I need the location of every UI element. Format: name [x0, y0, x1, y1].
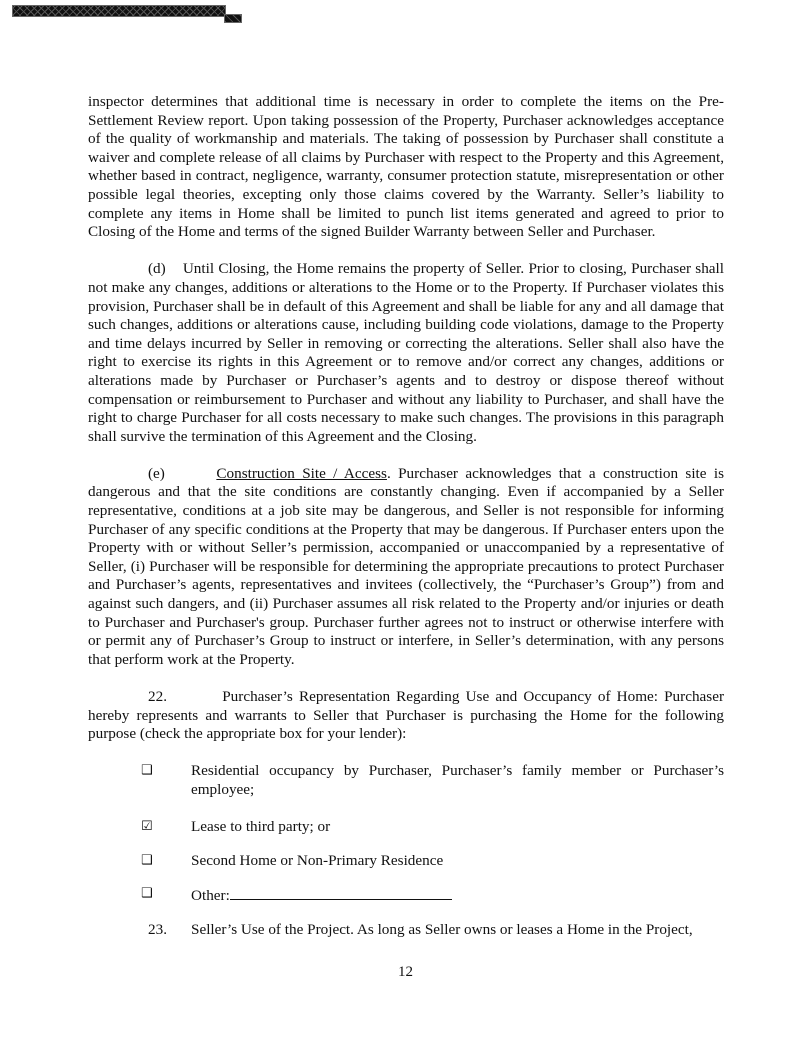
redaction-block — [12, 5, 226, 17]
checkbox-unchecked-icon[interactable]: ❑ — [141, 763, 153, 779]
option-second-home — [88, 852, 724, 871]
option-label: Other: — [191, 887, 230, 905]
paragraph-e-heading: Construction Site / Access — [216, 464, 387, 482]
option-other — [88, 885, 724, 906]
checkbox-unchecked-icon[interactable]: ❑ — [141, 852, 153, 868]
checkbox-checked-icon[interactable]: ☑ — [141, 819, 153, 835]
section-23-number: 23. — [148, 920, 167, 938]
option-label: Residential occupancy by Purchaser, Purchaser’s family member or Purchaser’s employee; — [191, 762, 724, 798]
section-22 — [88, 688, 724, 744]
option-label: Lease to third party; or — [191, 818, 331, 836]
other-fill-in-line[interactable] — [230, 885, 452, 900]
paragraph-e-text: . Purchaser acknowledges that a construction site is dangerous and that the site conditions are constantly changing. Even if accompanied by a Seller representative, conditions at a job site may be dangerous, and Seller is not responsible for informing Purchaser of any specific conditions at the Property that may be dangerous. If Purchaser enters upon the Property with or without Seller’s permission, accompanied or unaccompanied by a representative of Seller, (i) Purchaser will be responsible for determining the appropriate precautions to protect Purchaser and Purchaser’s agents, representatives and invitees (collectively, the “Purchaser’s Group”) from and against such dangers, and (ii) Purchaser assumes all risk related to the Property and/or injuries or death to Purchaser and Purchaser's group. Purchaser further agrees not to instruct or otherwise interfere with or permit any of Purchaser’s Group to instruct or interfere, in Seller’s determination, with any persons that perform work at the Property. — [88, 464, 724, 668]
document-body — [88, 93, 724, 940]
option-lease — [88, 818, 724, 837]
redaction-block-tail — [224, 14, 242, 23]
paragraph-d-label: (d) — [148, 260, 166, 278]
section-23-text: Seller’s Use of the Project. As long as Seller owns or leases a Home in the Project, — [191, 920, 693, 938]
option-residential — [88, 762, 724, 799]
option-label: Second Home or Non-Primary Residence — [191, 851, 444, 869]
checkbox-unchecked-icon[interactable]: ❑ — [141, 886, 153, 902]
page-number: 12 — [398, 964, 413, 980]
section-22-number: 22. — [148, 688, 167, 705]
paragraph-e-label: (e) — [148, 464, 165, 482]
section-23 — [88, 921, 724, 940]
paragraph-d — [88, 260, 724, 446]
paragraph-continued: inspector determines that additional time is necessary in order to complete the items on the Pre-Settlement Review report. Upon taking possession of the Property, Purchaser acknowledges acceptance of the quality of workmanship and materials. The taking of possession by Purchaser shall constitute a waiver and complete release of all claims by Purchaser with respect to the Property and this Agreement, whether based in contract, negligence, warranty, consumer protection statute, misrepresentation or other possible legal theories, excepting only those claims covered by the Warranty. Seller’s liability to complete any items in Home shall be limited to punch list items generated and agreed to prior to Closing of the Home and terms of the signed Builder Warranty between Seller and Purchaser. — [88, 93, 724, 241]
paragraph-d-text: Until Closing, the Home remains the property of Seller. Prior to closing, Purchaser shall not make any changes, additions or alterations to the Home or to the Property. If Purchaser violates this provision, Purchaser shall be in default of this Agreement and shall be liable for any and all damage that such changes, additions or alterations cause, including building code violations, damage to the Property and time delays incurred by Seller in removing or correcting the alterations. Seller shall also have the right to exercise its rights in this Agreement or to remove and/or correct any changes, additions or alterations made by Purchaser or Purchaser’s agents and to destroy or dispose thereof without compensation or reimbursement to Purchaser and without any liability to Purchaser, and shall have the right to charge Purchaser for all costs necessary to make such changes. The provisions in this paragraph shall survive the termination of this Agreement and the Closing. — [88, 260, 724, 445]
section-22-text: Purchaser’s Representation Regarding Use and Occupancy of Home: Purchaser hereby represents and warrants to Seller that Purchaser is purchasing the Home for the following purpose (check the appropriate box for your lender): — [88, 688, 724, 743]
paragraph-e — [88, 465, 724, 670]
